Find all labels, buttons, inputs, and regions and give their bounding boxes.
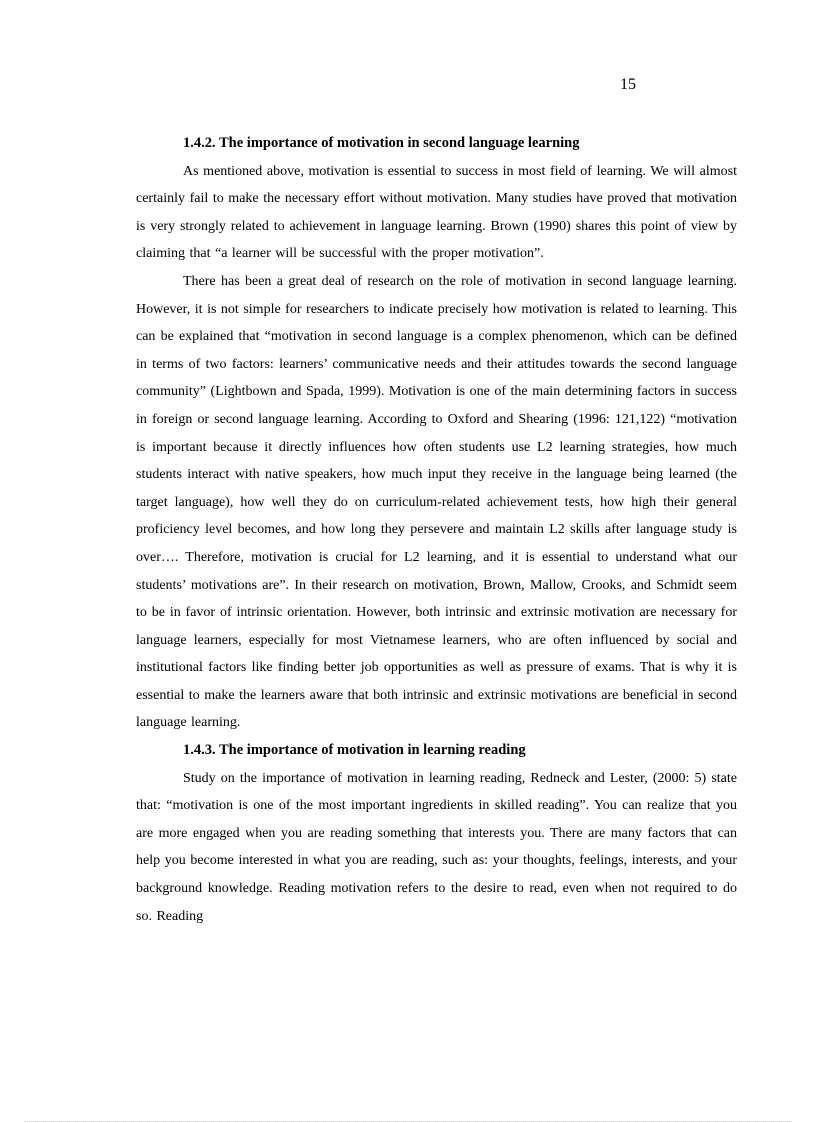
paragraph: Study on the importance of motivation in learning reading, Redneck and Lester, (2000: 5) state that: “motivation is one of the most important ingredients in skilled reading”. You can realize that you are more engaged when you are reading something that interests you. There are many factors that can help you become interested in what you are reading, such as: your thoughts, feelings, interests, and your background knowledge. Reading motivation refers to the desire to read, even when not required to do so. Reading [136,770,737,924]
page-number: 15 [620,76,636,93]
paragraph: As mentioned above, motivation is essential to success in most field of learning. We will almost certainly fail to make the necessary effort without motivation. Many studies have proved that motivation is very strongly related to achievement in language learning. Brown (1990) shares this point of view by claiming that “a learner will be successful with the proper motivation”. [136,163,737,262]
page-bottom-rule [24,1121,792,1122]
paragraph: There has been a great deal of research on the role of motivation in second language learning. However, it is not simple for researchers to indicate precisely how motivation is related to learning. This can be explained that “motivation in second language is a complex phenomenon, which can be defined in terms of two factors: learners’ communicative needs and their attitudes towards the second language community” (Lightbown and Spada, 1999). Motivation is one of the main determining factors in success in foreign or second language learning. According to Oxford and Shearing (1996: 121,122) “motivation is important because it directly influences how often students use L2 learning strategies, how much students interact with native speakers, how much input they receive in the language being learned (the target language), how well they do on curriculum-related achievement tests, how high their general proficiency level becomes, and how long they persevere and maintain L2 skills after language study is over…. Therefore, motivation is crucial for L2 learning, and it is essential to understand what our students’ motivations are”. In their research on motivation, Brown, Mallow, Crooks, and Schmidt seem to be in favor of intrinsic orientation. However, both intrinsic and extrinsic motivation are necessary for language learners, especially for most Vietnamese learners, who are often influenced by social and institutional factors like finding better job opportunities as well as pressure of exams. That is why it is essential to make the learners aware that both intrinsic and extrinsic motivations are beneficial in second language learning. [136,273,737,731]
section-heading-1-4-3: 1.4.3. The importance of motivation in learning reading [183,742,526,759]
section-heading-1-4-2: 1.4.2. The importance of motivation in second language learning [183,135,580,151]
document-body [136,130,737,930]
